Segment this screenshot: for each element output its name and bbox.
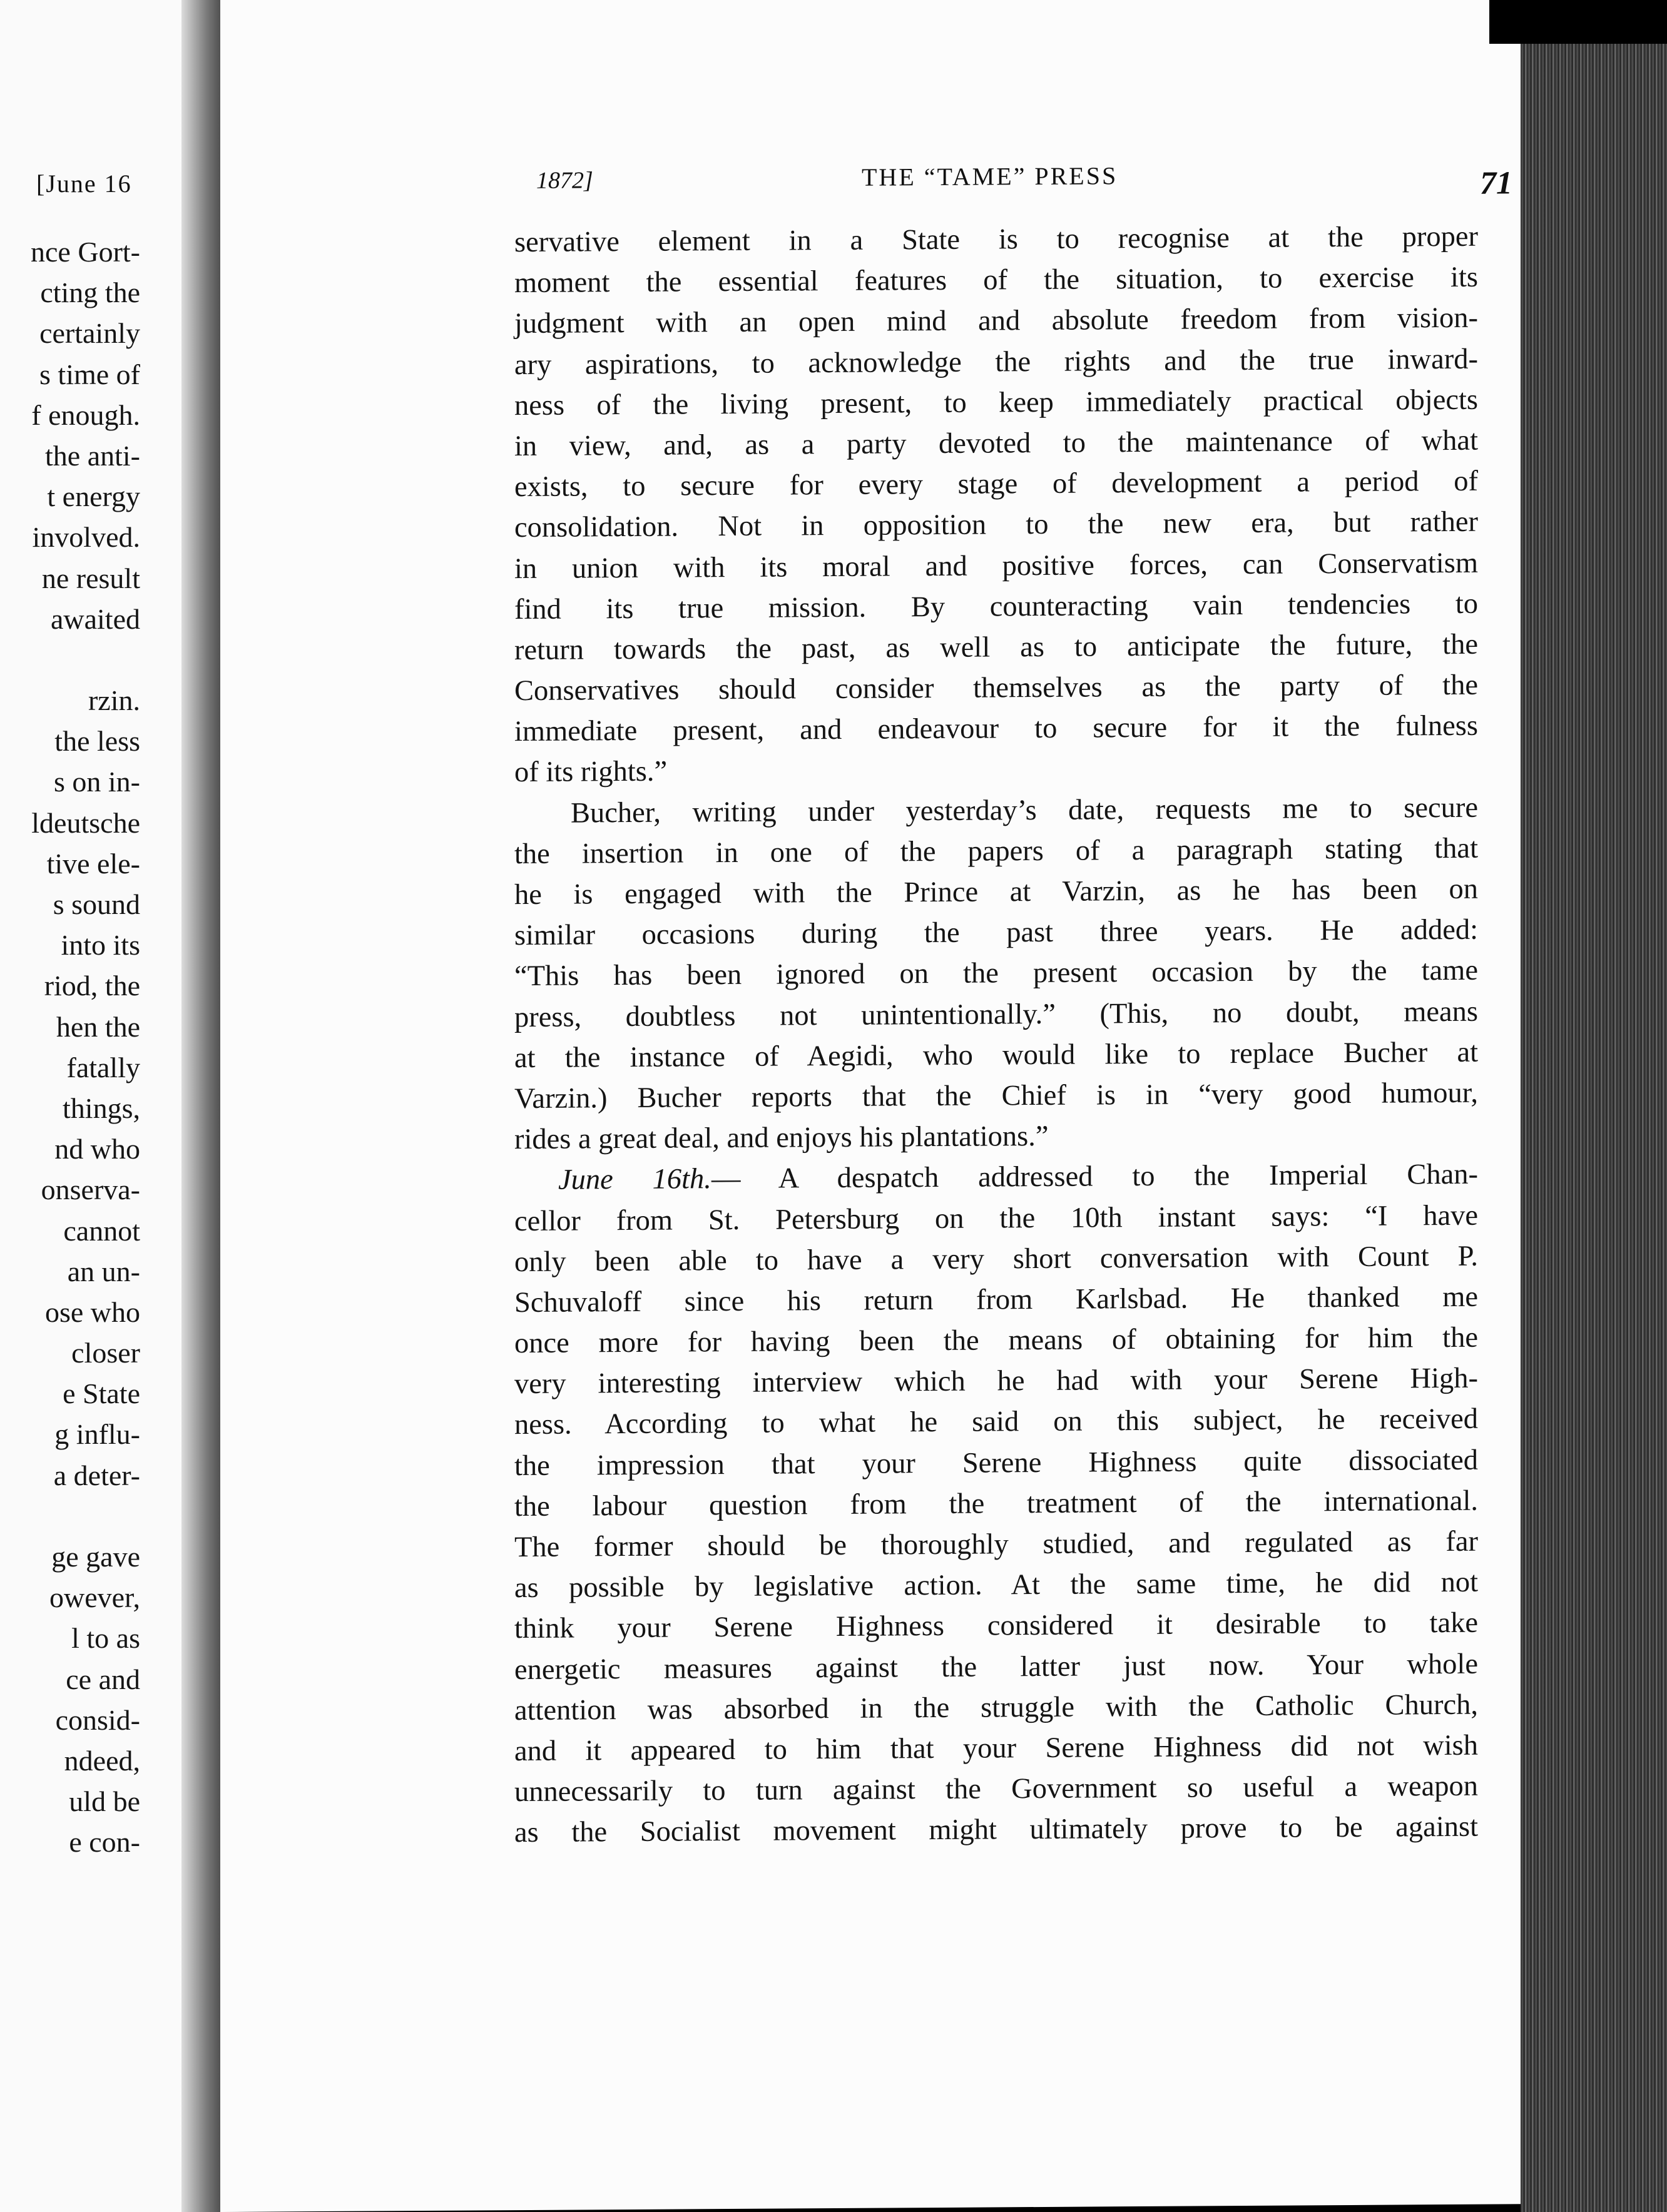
left-text-line: cting the [40,276,140,309]
page-fore-edge [1521,38,1667,2212]
text-line: exists, to secure for every stage of development a period of [514,465,1478,504]
left-text-line: ce and [66,1663,140,1695]
left-text-line: certainly [39,317,140,350]
text-line: The former should be thoroughly studied, and regulated as far [514,1525,1478,1564]
text-line: the labour question from the treatment of the international. [514,1484,1478,1523]
left-text-line: ne result [41,562,140,594]
left-text-line [31,639,140,680]
left-text-line: hen the [56,1010,140,1043]
text-line: Conservatives should consider themselves as the party of the [514,669,1478,708]
text-line: in union with its moral and positive forces, can Conservatism [514,547,1478,585]
text-line: of its rights.” [514,756,668,789]
left-text-line: into its [61,929,140,961]
left-text-line [31,1496,140,1536]
text-line: ary aspirations, to acknowledge the rights and the true inward- [514,343,1478,381]
left-text-line: onserva- [41,1174,140,1206]
text-line: servative element in a State is to recognise at the proper [514,220,1478,259]
text-line: unnecessarily to turn against the Government so useful a weapon [514,1770,1478,1809]
left-text-line: awaited [50,602,140,635]
left-text-line: the anti- [45,439,140,472]
text-line: in view, and, as a party devoted to the maintenance of what [514,424,1478,463]
text-line: “This has been ignored on the present occasion by the tame [514,955,1478,993]
text-line: find its true mission. By counteracting vain tendencies to [514,587,1478,626]
left-page-text [31,231,140,1863]
left-text-line: ndeed, [64,1744,140,1777]
left-text-line: ge gave [51,1541,140,1573]
text-line: as possible by legislative action. At the same time, he did not [514,1566,1478,1605]
left-text-line: ldeutsche [31,806,140,839]
text-line: very interesting interview which he had with your Serene High- [514,1362,1478,1401]
left-text-line: rzin. [88,684,140,717]
left-text-line: riod, the [44,970,140,1002]
text-line: only been able to have a very short conversation with Count P. [514,1240,1478,1278]
entry-text: — A despatch addressed to the Imperial Chan- [711,1159,1478,1195]
text-line: moment the essential features of the situation, to exercise its [514,261,1478,300]
text-line: Varzin.) Bucher reports that the Chief is in “very good humour, [514,1077,1478,1115]
text-line: once more for having been the means of obtaining for him the [514,1321,1478,1360]
left-text-line: uld be [69,1785,140,1818]
text-line: he is engaged with the Prince at Varzin, as he has been on [514,873,1478,911]
left-text-line: s on in- [54,766,140,798]
text-line: similar occasions during the past three years. He added: [514,913,1478,952]
left-text-line: things, [63,1092,140,1124]
left-running-head: [June 16 [36,170,132,198]
text-line: think your Serene Highness considered it desirable to take [514,1607,1478,1645]
text-line: press, doubtless not unintentionally.” (This, no doubt, means [514,995,1478,1033]
text-line: the insertion in one of the papers of a paragraph stating that [514,832,1478,870]
text-line: attention was absorbed in the struggle with the Catholic Church, [514,1688,1478,1727]
left-text-line: e State [63,1377,140,1410]
left-text-line: l to as [71,1622,140,1655]
text-line: as the Socialist movement might ultimately prove to be against [514,1811,1478,1849]
left-text-line: fatally [66,1051,140,1083]
left-text-line: involved. [32,521,140,554]
left-text-line: nce Gort- [31,236,140,268]
page-number: 71 [1480,165,1512,201]
text-line: judgment with an open mind and absolute freedom from vision- [514,302,1478,340]
text-line: ness of the living present, to keep immediately practical objects [514,383,1478,422]
text-line: at the instance of Aegidi, who would like to replace Bucher at [514,1036,1478,1074]
text-line: energetic measures against the latter just now. Your whole [514,1648,1478,1686]
running-head-year: 1872] [536,167,593,194]
text-line: rides a great deal, and enjoys his plantations.” [514,1120,1049,1156]
left-text-line: a deter- [53,1459,140,1491]
left-text-line: owever, [49,1581,140,1614]
left-text-line: e con- [69,1826,140,1859]
left-text-line: s time of [39,358,140,390]
text-line: the impression that your Serene Highness quite dissociated [514,1444,1478,1482]
left-text-line: closer [71,1337,140,1369]
running-head-title: THE “TAME” PRESS [862,161,1118,191]
main-page [220,0,1522,2212]
left-page-fragment [0,0,206,2212]
text-line: Bucher, writing under yesterday’s date, requests me to secure [571,791,1478,830]
left-text-line: t energy [47,480,140,513]
text-line: cellor from St. Petersburg on the 10th instant says: “I have [514,1199,1478,1237]
left-text-line: an un- [67,1255,140,1287]
entry-date: June 16th. [558,1163,711,1197]
running-head [536,156,1512,206]
text-line [514,1154,1478,1201]
left-text-line: s sound [53,888,140,920]
text-line: ness. According to what he said on this subject, he received [514,1403,1478,1441]
left-text-line: cannot [63,1214,140,1247]
left-text-line: f enough. [31,398,140,431]
left-text-line: the less [54,725,140,758]
text-line: return towards the past, as well as to anticipate the future, the [514,628,1478,667]
left-text-line: tive ele- [46,847,140,880]
background-corner [1489,0,1667,44]
left-text-line: consid- [55,1703,140,1736]
body-text [514,216,1478,1854]
text-line: Schuvaloff since his return from Karlsbad. He thanked me [514,1281,1478,1319]
text-line: immediate present, and endeavour to secure for it the fulness [514,709,1478,748]
left-text-line: nd who [54,1133,140,1165]
left-text-line: ose who [44,1296,140,1328]
text-line: and it appeared to him that your Serene Highness did not wish [514,1729,1478,1768]
left-text-line: g influ- [54,1418,140,1451]
text-line: consolidation. Not in opposition to the new era, but rather [514,506,1478,544]
